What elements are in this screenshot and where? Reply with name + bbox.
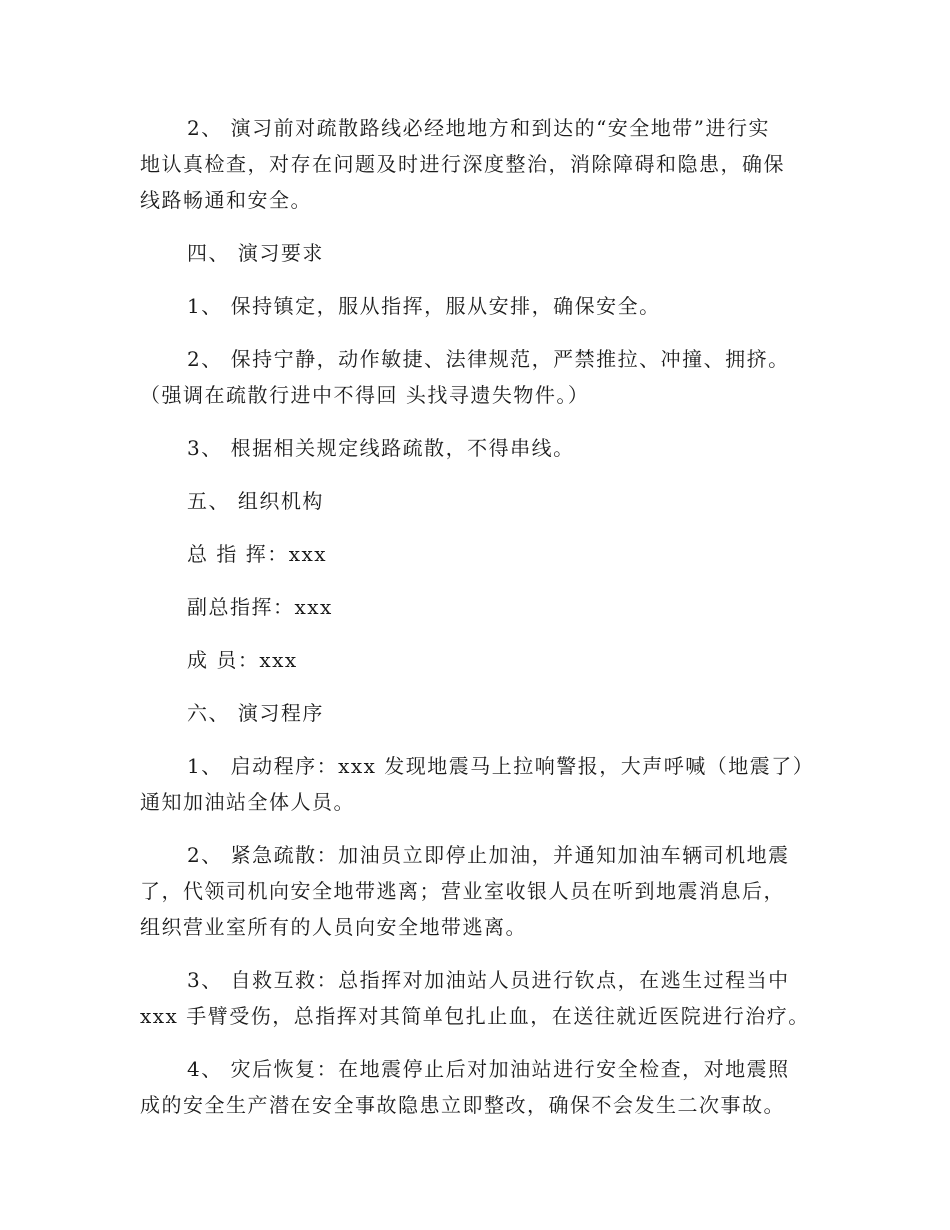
paragraph-line: 线路畅通和安全。: [140, 188, 312, 212]
paragraph-line: 通知加油站全体人员。: [140, 790, 355, 814]
section-heading: 五、 组织机构: [187, 489, 324, 513]
list-item: 1、 保持镇定，服从指挥，服从安排，确保安全。: [187, 294, 661, 318]
list-item: 3、 自救互救：总指挥对加油站人员进行钦点，在逃生过程当中: [187, 968, 790, 992]
org-entry: 副总指挥：xxx: [187, 595, 333, 619]
paragraph-line: 成的安全生产潜在安全事故隐患立即整改，确保不会发生二次事故。: [140, 1093, 785, 1117]
list-item: 2、 紧急疏散：加油员立即停止加油，并通知加油车辆司机地震: [187, 843, 790, 867]
paragraph-line: 了，代领司机向安全地带逃离；营业室收银人员在听到地震消息后，: [140, 879, 785, 903]
section-heading: 四、 演习要求: [187, 241, 324, 265]
paragraph-line: （强调在疏散行进中不得回 头找寻遗失物件。）: [140, 383, 590, 407]
list-item: 2、 保持宁静，动作敏捷、法律规范，严禁推拉、冲撞、拥挤。: [187, 347, 790, 371]
list-item: 1、 启动程序：xxx 发现地震马上拉响警报，大声呼喊（地震了）: [187, 754, 815, 778]
list-item: 4、 灾后恢复：在地震停止后对加油站进行安全检查，对地震照: [187, 1057, 790, 1081]
org-entry: 成 员：xxx: [187, 648, 298, 672]
org-entry: 总 指 挥：xxx: [187, 542, 328, 566]
paragraph-line: 组织营业室所有的人员向安全地带逃离。: [140, 915, 527, 939]
list-item: 3、 根据相关规定线路疏散，不得串线。: [187, 436, 575, 460]
paragraph-line: xxx 手臂受伤，总指挥对其简单包扎止血，在送往就近医院进行治疗。: [140, 1004, 810, 1028]
paragraph-line: 2、 演习前对疏散路线必经地地方和到达的“安全地带”进行实: [187, 116, 771, 140]
section-heading: 六、 演习程序: [187, 701, 324, 725]
paragraph-line: 地认真检查，对存在问题及时进行深度整治，消除障碍和隐患，确保: [140, 152, 785, 176]
